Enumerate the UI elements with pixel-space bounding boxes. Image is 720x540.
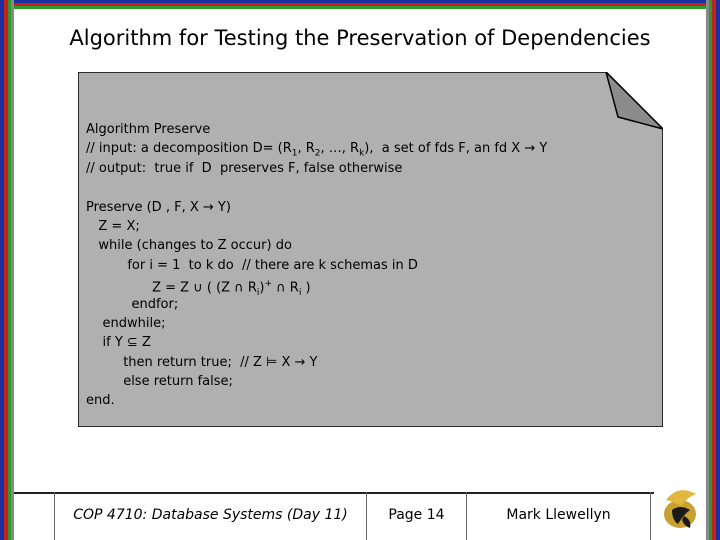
border-stripe <box>11 0 14 540</box>
code-line: // output: true if D preserves F, false otherwise <box>86 160 403 176</box>
border-stripe <box>716 0 720 540</box>
ucf-pegasus-logo-icon <box>656 480 702 536</box>
code-line: if Y ⊆ Z <box>86 335 151 351</box>
code-line: then return true; // Z ⊨ X → Y <box>86 354 318 370</box>
code-line: else return false; <box>86 374 233 390</box>
code-line: // input: a decomposition $D= (R_1$, $R_2$, …, $R_k$), a set of fds F, an fd X → Y <box>86 141 548 159</box>
code-line: endfor; <box>86 296 179 312</box>
code-line: endwhile; <box>86 315 166 331</box>
code-line: for i = 1 to k do // there are k schemas in D <box>86 257 418 273</box>
border-stripe <box>0 6 720 9</box>
border-stripe <box>709 0 712 540</box>
border-stripe <box>706 0 709 540</box>
code-line: while (changes to Z occur) do <box>86 238 292 254</box>
code-line: end. <box>86 393 115 409</box>
code-line: Z = Z ∪ ( (Z ∩ $R_i)^+$ ∩ $R_i$ ) <box>86 279 311 299</box>
footer-page-number: Page 14 <box>366 492 466 540</box>
slide-title: Algorithm for Testing the Preservation of Dependencies <box>69 26 651 50</box>
border-stripe <box>712 0 716 540</box>
footer-course: COP 4710: Database Systems (Day 11) <box>54 492 366 540</box>
code-line: Preserve (D , F, X → Y) <box>86 199 231 215</box>
slide-footer <box>14 492 654 540</box>
code-line: Algorithm Preserve <box>86 122 211 137</box>
algorithm-code <box>86 120 646 411</box>
code-line: Z = X; <box>86 218 140 234</box>
footer-author: Mark Llewellyn <box>466 492 651 540</box>
